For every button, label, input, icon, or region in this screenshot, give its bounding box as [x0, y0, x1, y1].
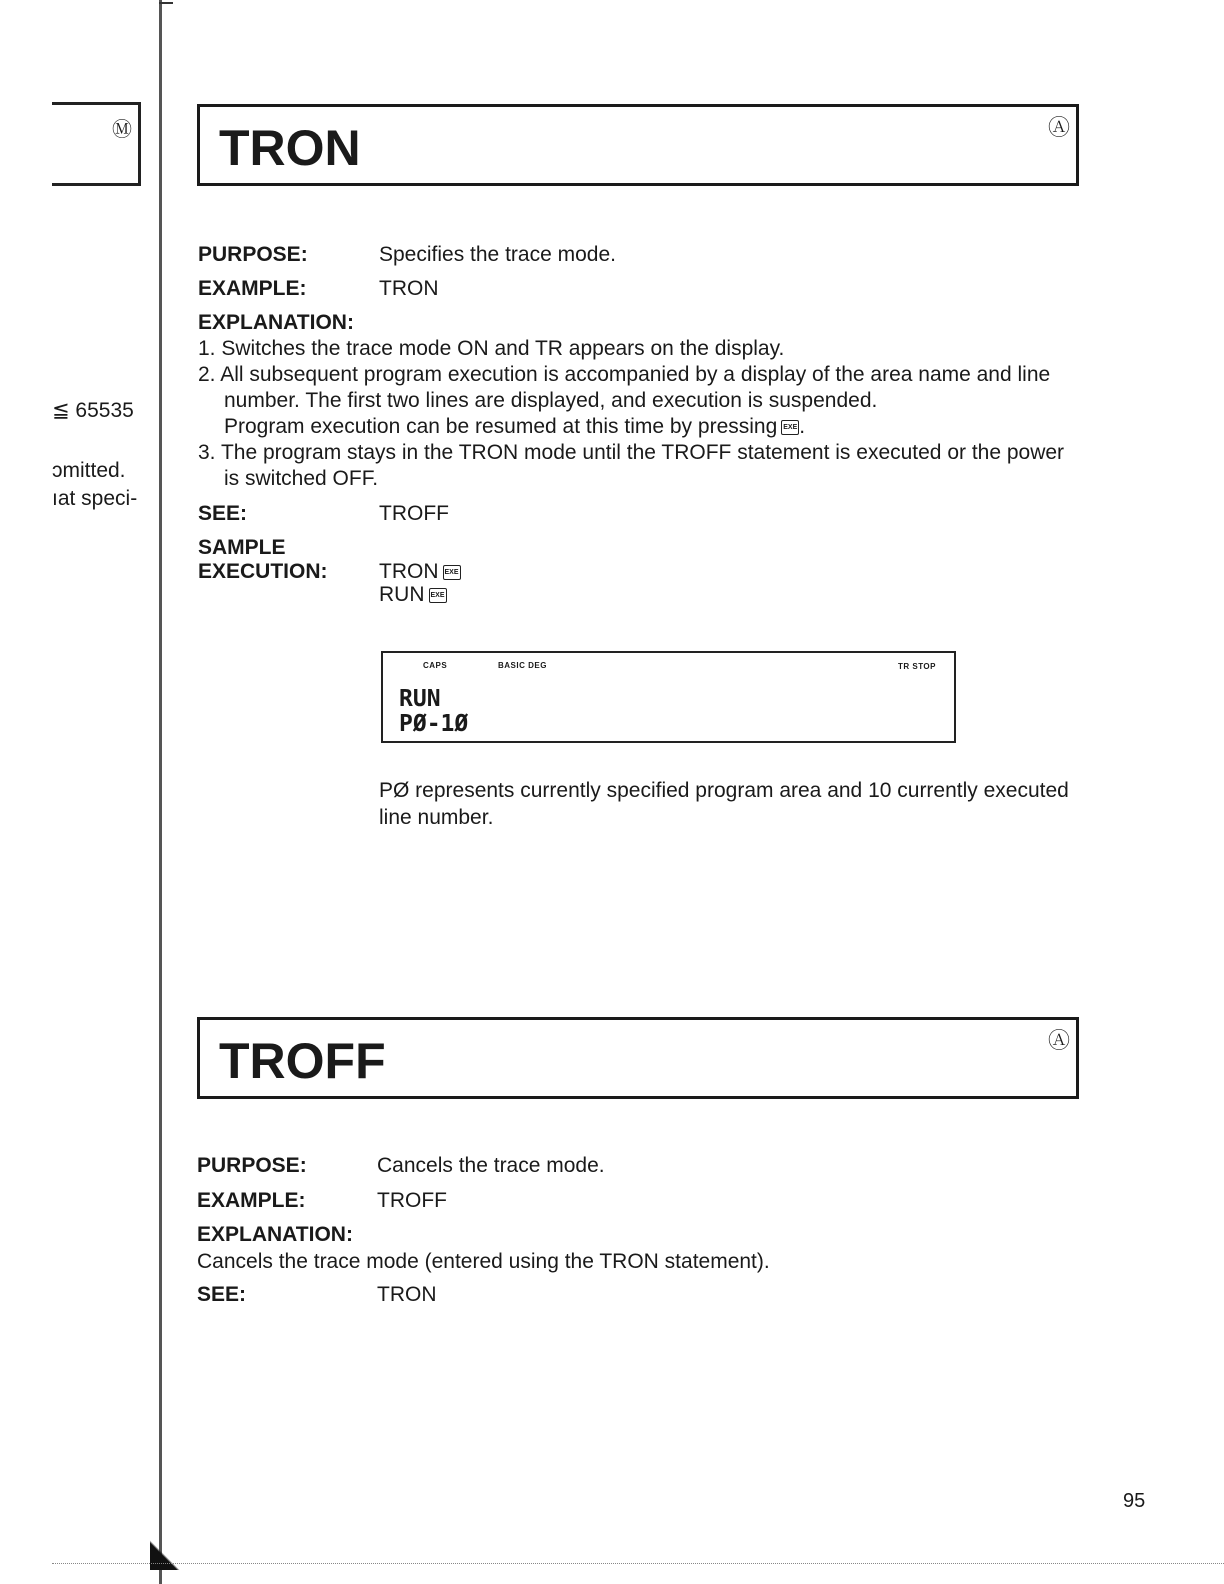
binding-top-mark	[159, 2, 173, 4]
sample-label: SAMPLE	[198, 536, 286, 559]
explanation-item: 1. Switches the trace mode ON and TR appears on the display.	[198, 337, 785, 360]
display-note: PØ represents currently specified program area and 10 currently executed	[379, 779, 1069, 802]
purpose-label: PURPOSE:	[197, 1154, 307, 1177]
sample-line: TRON EXE	[379, 560, 459, 583]
lcd-display	[381, 651, 956, 743]
explanation-item: is switched OFF.	[224, 467, 379, 490]
footer-rule	[52, 1563, 1224, 1565]
example-text: TROFF	[377, 1189, 447, 1212]
example-text: TRON	[379, 277, 439, 300]
see-label: SEE:	[197, 1283, 247, 1306]
see-text: TRON	[377, 1283, 437, 1306]
prev-page-fragment: ≦ 65535	[52, 399, 134, 422]
binding-edge	[159, 0, 162, 1584]
caps-indicator: CAPS	[423, 661, 448, 670]
explanation-item: Program execution can be resumed at this time by pressing EXE.	[224, 415, 806, 438]
page-number: 95	[1123, 1490, 1146, 1512]
troff-title: TROFF	[219, 1033, 386, 1089]
purpose-text: Cancels the trace mode.	[377, 1154, 605, 1177]
prev-page-header-box	[52, 102, 141, 186]
mode-a-icon: Ⓐ	[1047, 115, 1070, 140]
explanation-label: EXPLANATION:	[197, 1223, 353, 1246]
trace-stop-indicator: TR STOP	[897, 662, 936, 671]
display-note: line number.	[379, 806, 494, 829]
see-label: SEE:	[198, 502, 248, 525]
mode-indicator: BASIC DEG	[498, 661, 547, 670]
explanation-label: EXPLANATION:	[198, 311, 354, 334]
exe-key-icon: EXE	[443, 565, 461, 580]
tron-header-box	[197, 104, 1079, 186]
tron-title: TRON	[219, 120, 361, 176]
see-text: TROFF	[379, 502, 449, 525]
execution-label: EXECUTION:	[198, 560, 328, 583]
mode-m-icon: Ⓜ	[112, 119, 132, 141]
explanation-item: number. The first two lines are displayed, and execution is suspended.	[224, 389, 878, 412]
prev-page-fragment: ɔmitted.	[52, 459, 126, 482]
binding-foot-mark	[150, 1540, 180, 1570]
prev-page-fragment: ıat speci-	[52, 487, 138, 510]
example-label: EXAMPLE:	[197, 1189, 306, 1212]
purpose-label: PURPOSE:	[198, 243, 308, 266]
example-label: EXAMPLE:	[198, 277, 307, 300]
exe-key-icon: EXE	[781, 420, 799, 435]
troff-header-box	[197, 1017, 1079, 1099]
purpose-text: Specifies the trace mode.	[379, 243, 616, 266]
explanation-item: 2. All subsequent program execution is accompanied by a display of the area name and line	[198, 363, 1051, 386]
exe-key-icon: EXE	[429, 588, 447, 603]
lcd-line-2: PØ-1Ø	[399, 711, 469, 737]
explanation-text: Cancels the trace mode (entered using the TRON statement).	[197, 1250, 770, 1273]
sample-line: RUN EXE	[379, 583, 445, 606]
lcd-line-1: RUN	[399, 686, 441, 712]
explanation-item: 3. The program stays in the TRON mode until the TROFF statement is executed or the power	[198, 441, 1065, 464]
mode-a-icon: Ⓐ	[1047, 1028, 1070, 1053]
